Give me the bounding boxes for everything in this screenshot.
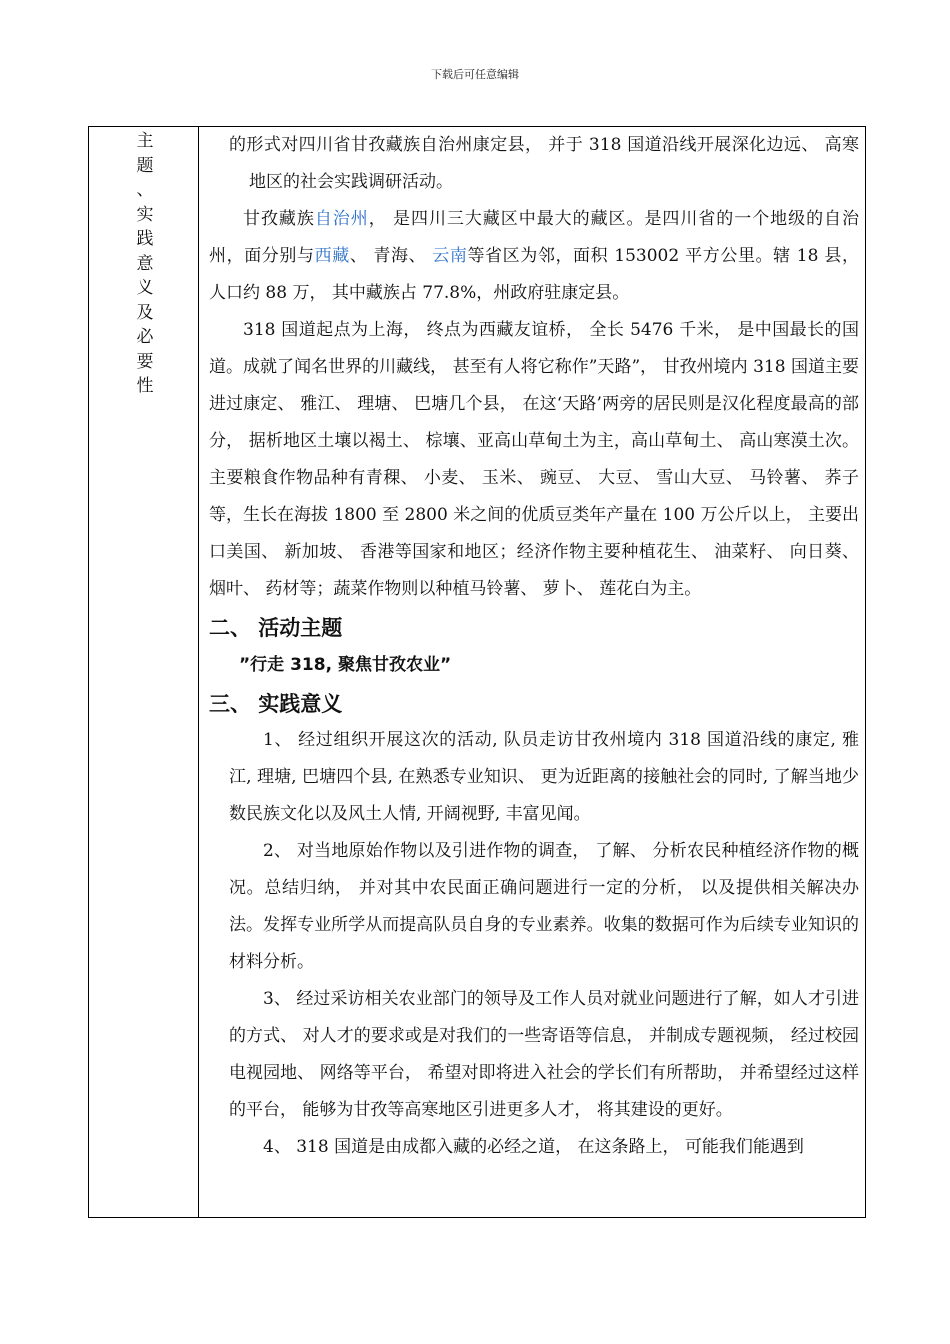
side-char: 及: [136, 302, 154, 323]
text-run: 甘孜藏族: [243, 209, 315, 229]
link-yunnan[interactable]: 云南: [432, 246, 468, 266]
ganzi-paragraph: [209, 201, 859, 312]
activity-theme: ”行走 318, 聚焦甘孜农业”: [239, 655, 452, 675]
text-run: ， 是四川三大藏区中最大的藏区。是四川省的一个地级的自治州，面分别与: [209, 209, 860, 266]
side-char: 义: [136, 278, 154, 298]
side-char: 题: [136, 155, 154, 176]
side-char: 实: [136, 204, 154, 225]
side-char: 、: [136, 180, 154, 200]
side-char: 性: [136, 376, 154, 396]
side-char: 践: [136, 229, 154, 249]
side-char: 主: [136, 131, 154, 151]
section-3-heading: 三、 实践意义: [209, 692, 343, 716]
significance-item: 1、 经过组织开展这次的活动, 队员走访甘孜州境内 318 国道沿线的康定, 雅江, 理塘, 巴塘四个县, 在熟悉专业知识、 更为近距离的接触社会的同时, 了解当地少数民族文化以及风土人情, 开阔视野, 丰富见闻。: [229, 730, 859, 824]
side-char: 要: [136, 351, 154, 372]
side-char: 意: [136, 253, 154, 274]
significance-item: 2、 对当地原始作物以及引进作物的调查， 了解、 分析农民种植经济作物的概况。总结归纳， 并对其中农民面正确问题进行一定的分析， 以及提供相关解决办法。发挥专业所学从而提高队员自身的专业素养。收集的数据可作为后续专业知识的材料分析。: [229, 841, 859, 972]
section-2-heading: 二、 活动主题: [209, 616, 343, 640]
content-cell: [209, 127, 859, 1166]
significance-item: 3、 经过采访相关农业部门的领导及工作人员对就业问题进行了解，如人才引进的方式、 对人才的要求或是对我们的一些寄语等信息， 并制成专题视频， 经过校园电视园地、 网络等平台， 希望对即将进入社会的学长们有所帮助， 并希望经过这样的平台， 能够为甘孜等高寒地区引进更多人才， 将其建设的更好。: [229, 989, 859, 1120]
content-table: [88, 126, 866, 1218]
intro-paragraph: 的形式对四川省甘孜藏族自治州康定县， 并于 318 国道沿线开展深化边远、 高寒地区的社会实践调研活动。: [229, 135, 859, 192]
column-divider: [198, 127, 199, 1217]
link-tibet[interactable]: 西藏: [314, 246, 350, 266]
text-run: 等省区为邻，面积 153002 平方公里。辖 18 县， 人口约 88 万， 其中藏族占 77.8%，州政府驻康定县。: [209, 246, 859, 303]
link-autonomous-prefecture[interactable]: 自治州: [314, 209, 369, 229]
text-run: 、 青海、: [349, 246, 433, 266]
side-char: 必: [136, 327, 154, 347]
side-label: [133, 129, 157, 399]
road-318-paragraph: 318 国道起点为上海， 终点为西藏友谊桥， 全长 5476 千米， 是中国最长的国道。成就了闻名世界的川藏线， 甚至有人将它称作”天路”， 甘孜州境内 318 国道主要进过康定、 雅江、 理塘、 巴塘几个县， 在这‘天路’两旁的居民则是汉化程度最高的部分， 据析地区土壤以褐土、 棕壤、亚高山草甸土为主，高山草甸土、 高山寒漠土次。主要粮食作物品种有青稞、 小麦、 玉米、 豌豆、 大豆、 雪山大豆、 马铃薯、 荞子等，生长在海拔 1800 至 2800 米之间的优质豆类年产量在 100 万公斤以上， 主要出口美国、 新加坡、 香港等国家和地区；经济作物主要种植花生、 油菜籽、 向日葵、 烟叶、 药材等；蔬菜作物则以种植马铃薯、 萝卜、 莲花白为主。: [209, 320, 859, 599]
significance-item: 4、 318 国道是由成都入藏的必经之道， 在这条路上， 可能我们能遇到: [263, 1137, 804, 1157]
page-header: 下载后可任意编辑: [431, 68, 519, 81]
